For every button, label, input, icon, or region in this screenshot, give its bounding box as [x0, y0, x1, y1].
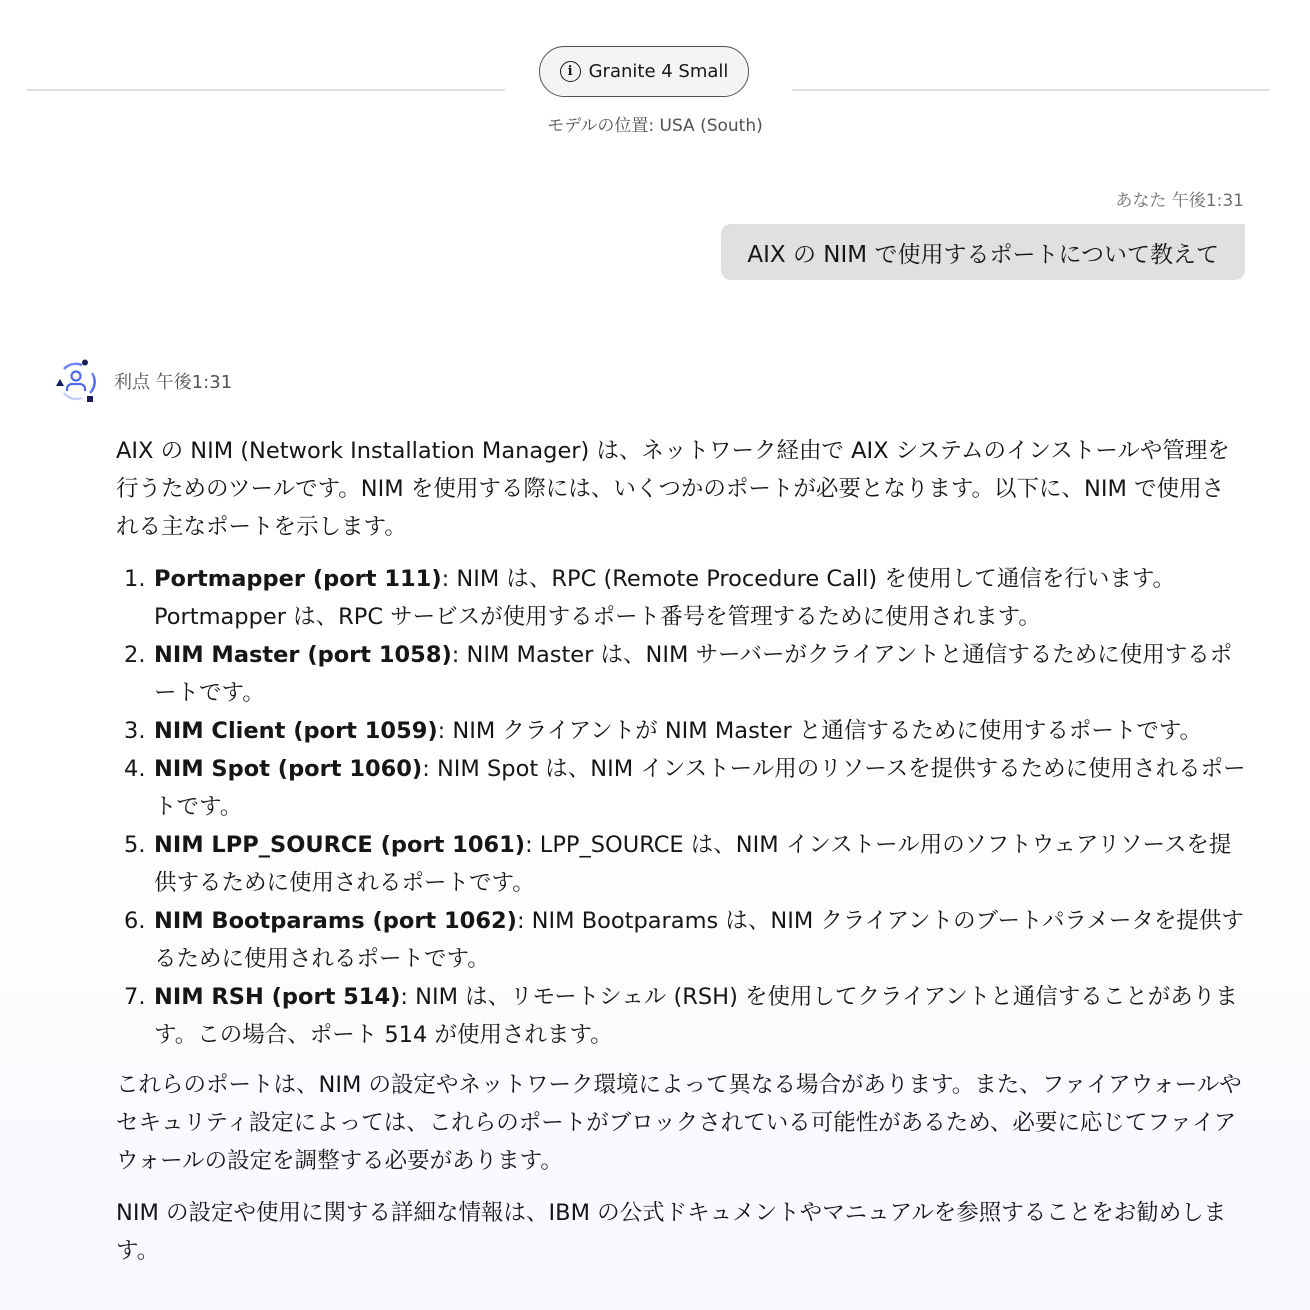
port-list-item — [116, 750, 1246, 826]
user-time: 午後1:31 — [1171, 191, 1244, 211]
model-selector-button[interactable] — [539, 46, 749, 97]
port-list-item — [116, 978, 1246, 1054]
port-desc: : NIM Bootparams は、NIM クライアントのブートパラメータを提供するために使用されるポートです。 — [154, 908, 1244, 972]
assistant-sender: 利点 — [114, 372, 150, 393]
port-desc: : NIM Master は、NIM サーバーがクライアントと通信するために使用するポートです。 — [154, 642, 1233, 706]
assistant-closing: NIM の設定や使用に関する詳細な情報は、IBM の公式ドキュメントやマニュアルを参照することをお勧めします。 — [116, 1200, 1227, 1264]
list-number: 6. — [124, 908, 146, 934]
list-number: 3. — [124, 718, 146, 744]
list-number: 7. — [124, 984, 146, 1010]
model-name: Granite 4 Small — [588, 61, 729, 82]
port-title: NIM Client (port 1059) — [154, 718, 438, 744]
port-list-item — [116, 560, 1246, 636]
port-desc: : NIM は、リモートシェル (RSH) を使用してクライアントと通信することがあります。この場合、ポート 514 が使用されます。 — [154, 984, 1238, 1048]
port-title: NIM LPP_SOURCE (port 1061) — [154, 832, 526, 858]
divider-right — [792, 89, 1270, 91]
assistant-time: 午後1:31 — [155, 372, 233, 393]
assistant-message-body — [116, 432, 1246, 1284]
assistant-avatar-icon — [52, 359, 100, 403]
divider-left — [27, 89, 505, 91]
assistant-message-meta — [114, 368, 232, 394]
user-message-text: AIX の NIM で使用するポートについて教えて — [747, 241, 1219, 268]
port-title: NIM Bootparams (port 1062) — [154, 908, 517, 934]
list-number: 1. — [124, 566, 146, 592]
assistant-note: これらのポートは、NIM の設定やネットワーク環境によって異なる場合があります。また、ファイアウォールやセキュリティ設定によっては、これらのポートがブロックされている可能性があるため、必要に応じてファイアウォールの設定を調整する必要があります。 — [116, 1072, 1242, 1174]
port-title: NIM Master (port 1058) — [154, 642, 452, 668]
user-message-meta — [1115, 186, 1244, 211]
model-header — [0, 46, 1310, 136]
port-list-item — [116, 826, 1246, 902]
port-list-item — [116, 636, 1246, 712]
assistant-message-header — [52, 359, 232, 403]
port-desc: : NIM Spot は、NIM インストール用のリソースを提供するために使用されるポートです。 — [154, 756, 1246, 820]
assistant-intro: AIX の NIM (Network Installation Manager) は、ネットワーク経由で AIX システムのインストールや管理を行うためのツールです。NIM を使用する際には、いくつかのポートが必要となります。以下に、NIM で使用される主なポートを示します。 — [116, 438, 1230, 540]
port-title: NIM RSH (port 514) — [154, 984, 401, 1010]
user-message-bubble — [721, 224, 1245, 280]
list-number: 5. — [124, 832, 146, 858]
port-list-item — [116, 712, 1246, 750]
port-list — [116, 560, 1246, 1054]
port-desc: : NIM は、RPC (Remote Procedure Call) を使用して通信を行います。Portmapper は、RPC サービスが使用するポート番号を管理するために使用されます。 — [154, 566, 1176, 630]
list-number: 2. — [124, 642, 146, 668]
port-title: NIM Spot (port 1060) — [154, 756, 423, 782]
user-sender: あなた — [1115, 191, 1167, 211]
port-list-item — [116, 902, 1246, 978]
list-number: 4. — [124, 756, 146, 782]
port-desc: : LPP_SOURCE は、NIM インストール用のソフトウェアリソースを提供するために使用されるポートです。 — [154, 832, 1232, 896]
port-title: Portmapper (port 111) — [154, 566, 442, 592]
info-icon: i — [560, 61, 581, 82]
model-location: モデルの位置: USA (South) — [547, 116, 763, 136]
port-desc: : NIM クライアントが NIM Master と通信するために使用するポートです。 — [437, 718, 1203, 744]
